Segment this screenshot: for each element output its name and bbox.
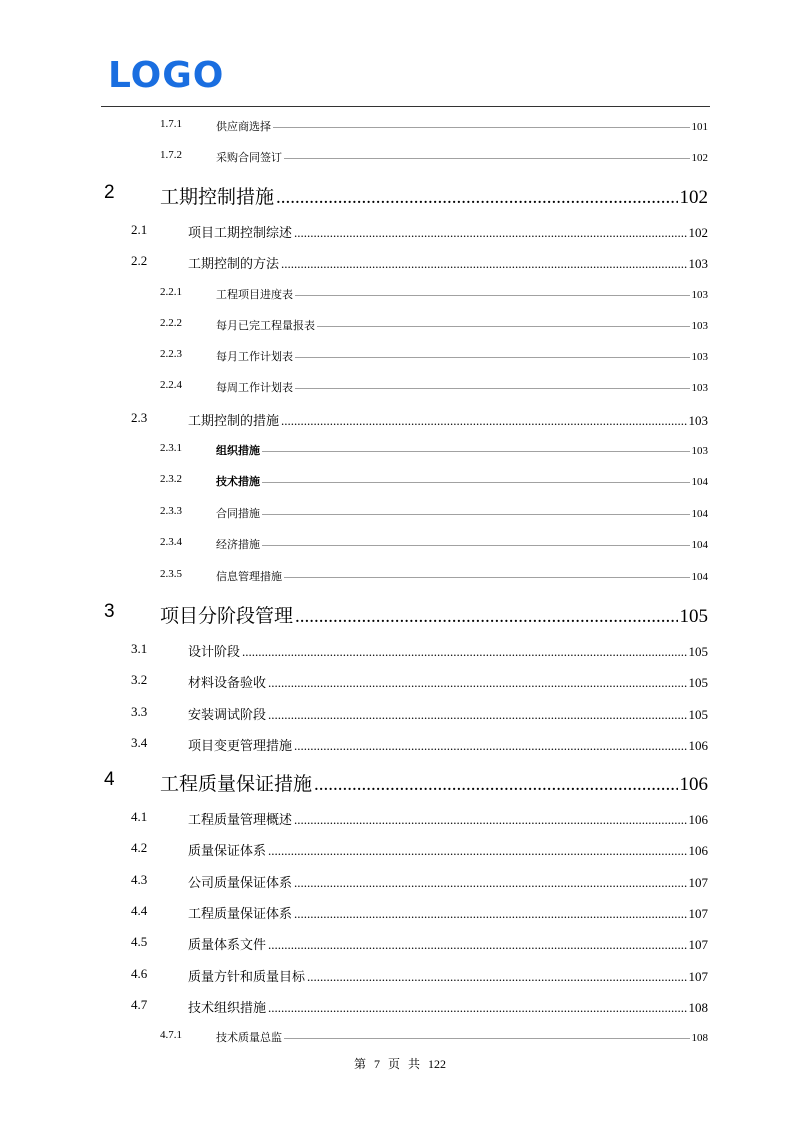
toc-entry-body (216, 118, 708, 134)
toc-entry-body (188, 410, 708, 429)
toc-dot-leader (262, 539, 690, 551)
toc-entry-title: 材料设备验收 (188, 676, 267, 691)
toc-dot-leader (281, 256, 686, 272)
footer-page-word: 页 (387, 1057, 400, 1071)
toc-entry-body (160, 601, 708, 628)
toc-entry-body (188, 934, 708, 953)
toc-entry-number: 4.4 (131, 903, 148, 918)
toc-entry-body (188, 903, 708, 922)
toc-entry-number: 1.7.1 (160, 118, 182, 130)
toc-dot-leader (294, 812, 686, 828)
toc-entry-title: 每月已完工程量报表 (216, 319, 315, 332)
toc-entry-page: 106 (688, 843, 708, 858)
toc-entry-page: 106 (688, 812, 708, 827)
toc-entry-number: 1.7.2 (160, 149, 182, 161)
toc-entry-page: 107 (688, 906, 708, 921)
toc-dot-leader (294, 225, 686, 241)
toc-entry-page: 103 (691, 351, 708, 363)
toc-entry-body (216, 286, 708, 302)
toc-entry-page: 105 (688, 675, 708, 690)
footer-current-page: 7 (373, 1057, 380, 1071)
toc-entry-title: 合同措施 (216, 507, 260, 520)
toc-dot-leader (273, 121, 690, 133)
toc-entry-title: 每周工作计划表 (216, 381, 293, 394)
toc-entry-title: 公司质量保证体系 (188, 876, 293, 891)
toc-entry-number: 3.2 (131, 672, 148, 687)
toc-entry-body (216, 379, 708, 395)
toc-dot-leader (314, 774, 677, 796)
toc-entry-title: 技术质量总监 (216, 1031, 282, 1044)
toc-entry-page: 106 (679, 774, 708, 795)
toc-entry-body (216, 317, 708, 333)
toc-entry-title: 信息管理措施 (216, 570, 282, 583)
toc-entry-title: 工期控制的措施 (188, 414, 280, 429)
toc-entry-number: 4.5 (131, 934, 148, 949)
toc-dot-leader (284, 571, 690, 583)
toc-entry-body (216, 1029, 708, 1045)
toc-entry-body (216, 505, 708, 521)
toc-entry-number: 3.3 (131, 704, 148, 719)
toc-entry-body (160, 182, 708, 209)
toc-entry-title: 组织措施 (216, 444, 260, 457)
toc-entry-title: 质量方针和质量目标 (188, 970, 306, 985)
toc-entry-title: 工期控制措施 (160, 186, 275, 208)
toc-entry-page: 104 (691, 539, 708, 551)
toc-dot-leader (276, 187, 677, 209)
toc-entry-body (188, 809, 708, 828)
toc-entry-number: 4.7.1 (160, 1029, 182, 1041)
toc-entry-body (188, 966, 708, 985)
toc-entry-title: 每月工作计划表 (216, 350, 293, 363)
toc-entry-number: 2.3.1 (160, 442, 182, 454)
toc-entry-page: 107 (688, 875, 708, 890)
toc-entry-page: 103 (691, 382, 708, 394)
toc-entry-title: 技术措施 (216, 475, 260, 488)
toc-entry-page: 102 (691, 152, 708, 164)
page-footer (0, 1055, 800, 1072)
toc-entry-body (188, 704, 708, 723)
toc-dot-leader (295, 289, 690, 301)
toc-entry-title: 采购合同签订 (216, 151, 282, 164)
footer-prefix: 第 (353, 1057, 366, 1071)
toc-dot-leader (268, 675, 686, 691)
toc-entry-page: 102 (688, 225, 708, 240)
header-divider (101, 106, 710, 107)
toc-entry-title: 项目工期控制综述 (188, 226, 293, 241)
toc-entry-title: 工程质量保证措施 (160, 773, 313, 795)
toc-entry-body (216, 149, 708, 165)
toc-entry-number: 2.2 (131, 253, 148, 268)
toc-entry-number: 4.1 (131, 809, 148, 824)
toc-dot-leader (262, 445, 690, 457)
toc-entry-title: 工期控制的方法 (188, 257, 280, 272)
toc-entry-title: 供应商选择 (216, 120, 271, 133)
toc-entry-page: 103 (688, 256, 708, 271)
toc-dot-leader (262, 476, 690, 488)
toc-entry-page: 105 (688, 707, 708, 722)
toc-entry-title: 设计阶段 (188, 645, 241, 660)
toc-entry-body (188, 997, 708, 1016)
toc-entry-number: 4.2 (131, 840, 148, 855)
toc-dot-leader (268, 1000, 686, 1016)
toc-dot-leader (294, 875, 686, 891)
toc-dot-leader (307, 969, 686, 985)
toc-entry-page: 103 (691, 320, 708, 332)
toc-entry-title: 项目分阶段管理 (160, 605, 294, 627)
toc-entry-page: 105 (679, 606, 708, 627)
toc-entry-number: 2.2.1 (160, 286, 182, 298)
toc-entry-number: 2.1 (131, 222, 148, 237)
toc-entry-title: 安装调试阶段 (188, 708, 267, 723)
toc-dot-leader (284, 152, 690, 164)
toc-entry-body (216, 536, 708, 552)
toc-entry-number: 4.6 (131, 966, 148, 981)
toc-dot-leader (317, 320, 690, 332)
toc-entry-page: 106 (688, 738, 708, 753)
toc-entry-page: 104 (691, 571, 708, 583)
toc-entry-body (188, 872, 708, 891)
toc-entry-body (188, 840, 708, 859)
toc-entry-page: 103 (688, 413, 708, 428)
toc-entry-page: 102 (679, 187, 708, 208)
toc-entry-body (160, 769, 708, 796)
toc-entry-title: 经济措施 (216, 538, 260, 551)
toc-dot-leader (268, 843, 686, 859)
toc-entry-number: 2.3.2 (160, 473, 182, 485)
toc-entry-title: 工程项目进度表 (216, 288, 293, 301)
toc-entry-number: 3.1 (131, 641, 148, 656)
toc-dot-leader (284, 1032, 690, 1044)
toc-entry-title: 质量保证体系 (188, 844, 267, 859)
toc-dot-leader (295, 382, 690, 394)
toc-entry-body (188, 735, 708, 754)
toc-dot-leader (295, 606, 677, 628)
toc-dot-leader (294, 906, 686, 922)
footer-total-pages: 122 (428, 1057, 447, 1071)
toc-entry-body (216, 442, 708, 458)
toc-entry-body (188, 253, 708, 272)
toc-entry-number: 4.3 (131, 872, 148, 887)
toc-entry-body (216, 568, 708, 584)
toc-entry-title: 工程质量保证体系 (188, 907, 293, 922)
toc-dot-leader (295, 351, 690, 363)
toc-entry-body (216, 473, 708, 489)
toc-dot-leader (281, 413, 686, 429)
toc-entry-number: 2.3 (131, 410, 148, 425)
toc-entry-body (188, 222, 708, 241)
toc-dot-leader (262, 508, 690, 520)
toc-entry-page: 105 (688, 644, 708, 659)
toc-entry-title: 质量体系文件 (188, 938, 267, 953)
toc-entry-number: 2.3.4 (160, 536, 182, 548)
toc-entry-title: 技术组织措施 (188, 1001, 267, 1016)
toc-entry-number: 3 (104, 601, 115, 622)
toc-entry-number: 2.2.4 (160, 379, 182, 391)
toc-dot-leader (268, 937, 686, 953)
toc-dot-leader (294, 738, 686, 754)
toc-entry-number: 2 (104, 182, 115, 203)
toc-entry-number: 2.2.3 (160, 348, 182, 360)
toc-dot-leader (242, 644, 686, 660)
toc-entry-body (188, 672, 708, 691)
toc-entry-number: 3.4 (131, 735, 148, 750)
toc-entry-title: 工程质量管理概述 (188, 813, 293, 828)
toc-entry-body (216, 348, 708, 364)
footer-total-word: 共 (408, 1057, 421, 1071)
toc-entry-page: 104 (691, 476, 708, 488)
toc-entry-page: 108 (688, 1000, 708, 1015)
toc-entry-page: 103 (691, 289, 708, 301)
toc-entry-number: 2.2.2 (160, 317, 182, 329)
toc-dot-leader (268, 707, 686, 723)
toc-entry-number: 2.3.5 (160, 568, 182, 580)
toc-entry-body (188, 641, 708, 660)
toc-entry-number: 4 (104, 769, 115, 790)
toc-entry-page: 108 (691, 1032, 708, 1044)
toc-entry-number: 2.3.3 (160, 505, 182, 517)
toc-entry-page: 107 (688, 937, 708, 952)
toc-entry-page: 103 (691, 445, 708, 457)
toc-entry-title: 项目变更管理措施 (188, 739, 293, 754)
toc-entry-page: 104 (691, 508, 708, 520)
toc-entry-number: 4.7 (131, 997, 148, 1012)
toc-entry-page: 107 (688, 969, 708, 984)
logo: LOGO (108, 55, 225, 96)
toc-entry-page: 101 (691, 121, 708, 133)
